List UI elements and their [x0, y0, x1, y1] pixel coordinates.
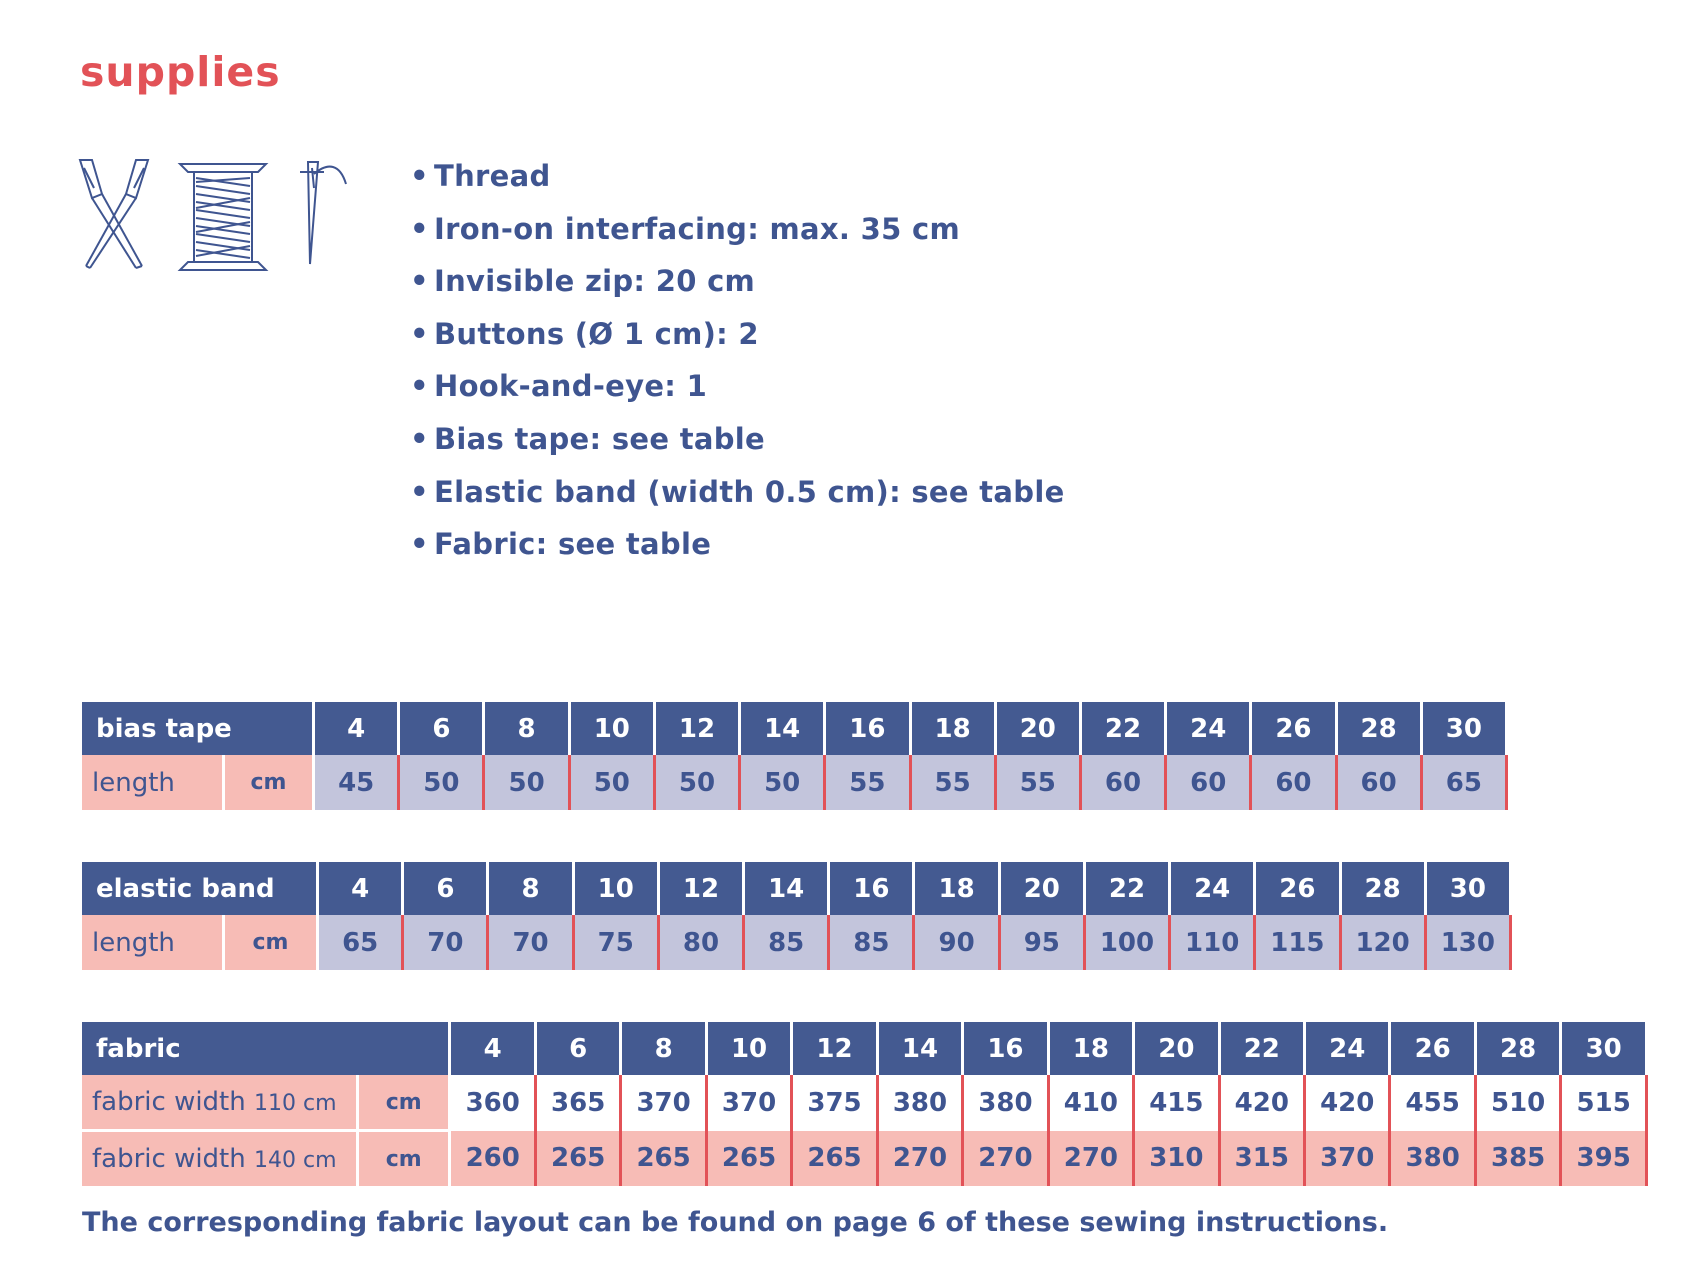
size-header: 12 — [658, 862, 743, 915]
scissors-icon — [80, 160, 148, 268]
unit-label: cm — [357, 1131, 450, 1187]
table-cell: 55 — [910, 755, 995, 810]
size-header: 12 — [792, 1022, 877, 1075]
size-header: 22 — [1084, 862, 1169, 915]
size-header: 8 — [484, 702, 569, 755]
row-label: fabric width 140 cm — [82, 1131, 357, 1187]
sewing-icons — [78, 158, 368, 276]
table-cell: 370 — [1305, 1131, 1390, 1187]
table-cell: 110 — [1170, 915, 1255, 970]
elastic-band-table — [82, 862, 1512, 970]
size-header: 18 — [910, 702, 995, 755]
size-header: 24 — [1170, 862, 1255, 915]
size-header: 20 — [1134, 1022, 1219, 1075]
size-header: 14 — [877, 1022, 962, 1075]
size-header: 16 — [825, 702, 910, 755]
size-header: 6 — [403, 862, 488, 915]
table-cell: 455 — [1390, 1075, 1475, 1131]
table-cell: 50 — [654, 755, 739, 810]
size-header: 6 — [399, 702, 484, 755]
table-cell: 60 — [1336, 755, 1421, 810]
table-cell: 85 — [829, 915, 914, 970]
size-header: 6 — [535, 1022, 620, 1075]
table-cell: 65 — [1421, 755, 1506, 810]
size-header: 22 — [1219, 1022, 1304, 1075]
table-title: fabric — [82, 1022, 450, 1075]
bias-tape-table — [82, 702, 1508, 810]
size-header: 28 — [1340, 862, 1425, 915]
list-item: • Buttons (Ø 1 cm): 2 — [410, 316, 759, 351]
size-header: 24 — [1166, 702, 1251, 755]
table-cell: 370 — [621, 1075, 706, 1131]
table-cell: 270 — [963, 1131, 1048, 1187]
table-cell: 115 — [1255, 915, 1340, 970]
list-item: • Bias tape: see table — [410, 421, 766, 456]
list-item: • Fabric: see table — [410, 527, 712, 562]
size-header: 16 — [829, 862, 914, 915]
table-cell: 100 — [1084, 915, 1169, 970]
row-label: length — [82, 755, 223, 810]
table-cell: 265 — [706, 1131, 791, 1187]
table-title: elastic band — [82, 862, 318, 915]
table-cell: 85 — [744, 915, 829, 970]
table-row — [82, 1075, 1647, 1131]
supplies-list — [410, 156, 1065, 577]
table-cell: 60 — [1166, 755, 1251, 810]
table-cell: 410 — [1048, 1075, 1133, 1131]
size-header: 24 — [1305, 1022, 1390, 1075]
table-cell: 265 — [535, 1131, 620, 1187]
table-cell: 60 — [1251, 755, 1336, 810]
table-header-row — [82, 1022, 1647, 1075]
size-header: 4 — [314, 702, 399, 755]
table-cell: 65 — [318, 915, 403, 970]
page-title: supplies — [80, 48, 281, 96]
table-cell: 420 — [1305, 1075, 1390, 1131]
size-header: 26 — [1255, 862, 1340, 915]
table-cell: 70 — [403, 915, 488, 970]
size-header: 10 — [706, 1022, 791, 1075]
unit-label: cm — [223, 915, 317, 970]
table-cell: 380 — [877, 1075, 962, 1131]
table-cell: 515 — [1561, 1075, 1647, 1131]
size-header: 22 — [1080, 702, 1165, 755]
unit-label: cm — [223, 755, 313, 810]
table-cell: 395 — [1561, 1131, 1647, 1187]
table-cell: 270 — [1048, 1131, 1133, 1187]
size-header: 20 — [999, 862, 1084, 915]
table-cell: 265 — [792, 1131, 877, 1187]
table-title: bias tape — [82, 702, 314, 755]
size-header: 4 — [450, 1022, 535, 1075]
size-header: 28 — [1475, 1022, 1560, 1075]
table-cell: 415 — [1134, 1075, 1219, 1131]
table-cell: 365 — [535, 1075, 620, 1131]
table-cell: 380 — [1390, 1131, 1475, 1187]
size-header: 30 — [1425, 862, 1510, 915]
list-item: • Elastic band (width 0.5 cm): see table — [410, 474, 1065, 509]
row-label: length — [82, 915, 223, 970]
table-cell: 60 — [1080, 755, 1165, 810]
size-header: 16 — [963, 1022, 1048, 1075]
table-cell: 50 — [740, 755, 825, 810]
table-cell: 420 — [1219, 1075, 1304, 1131]
table-row — [82, 1131, 1647, 1187]
table-cell: 130 — [1425, 915, 1510, 970]
table-header-row — [82, 862, 1511, 915]
size-header: 20 — [995, 702, 1080, 755]
table-row — [82, 915, 1511, 970]
size-header: 10 — [573, 862, 658, 915]
table-cell: 70 — [488, 915, 573, 970]
table-cell: 45 — [314, 755, 399, 810]
table-cell: 260 — [450, 1131, 535, 1187]
size-header: 30 — [1561, 1022, 1647, 1075]
size-header: 12 — [654, 702, 739, 755]
table-cell: 310 — [1134, 1131, 1219, 1187]
table-cell: 510 — [1475, 1075, 1560, 1131]
footnote: The corresponding fabric layout can be found on page 6 of these sewing instructions. — [82, 1207, 1389, 1238]
table-cell: 360 — [450, 1075, 535, 1131]
table-cell: 55 — [825, 755, 910, 810]
table-cell: 50 — [399, 755, 484, 810]
size-header: 18 — [914, 862, 999, 915]
size-header: 14 — [744, 862, 829, 915]
size-header: 28 — [1336, 702, 1421, 755]
table-cell: 55 — [995, 755, 1080, 810]
table-header-row — [82, 702, 1507, 755]
size-header: 18 — [1048, 1022, 1133, 1075]
row-label: fabric width 110 cm — [82, 1075, 357, 1131]
table-cell: 95 — [999, 915, 1084, 970]
size-header: 30 — [1421, 702, 1506, 755]
table-cell: 120 — [1340, 915, 1425, 970]
table-cell: 385 — [1475, 1131, 1560, 1187]
table-cell: 80 — [658, 915, 743, 970]
table-cell: 90 — [914, 915, 999, 970]
size-header: 26 — [1390, 1022, 1475, 1075]
table-cell: 370 — [706, 1075, 791, 1131]
size-header: 26 — [1251, 702, 1336, 755]
list-item: • Thread — [410, 159, 551, 193]
thread-spool-icon — [180, 164, 266, 270]
list-item: • Iron-on interfacing: max. 35 cm — [410, 211, 960, 246]
size-header: 8 — [488, 862, 573, 915]
table-cell: 375 — [792, 1075, 877, 1131]
table-cell: 50 — [569, 755, 654, 810]
needle-icon — [300, 162, 346, 264]
table-cell: 75 — [573, 915, 658, 970]
table-cell: 50 — [484, 755, 569, 810]
unit-label: cm — [357, 1075, 450, 1131]
size-header: 8 — [621, 1022, 706, 1075]
table-cell: 315 — [1219, 1131, 1304, 1187]
size-header: 4 — [318, 862, 403, 915]
table-cell: 270 — [877, 1131, 962, 1187]
list-item: • Invisible zip: 20 cm — [410, 264, 756, 299]
list-item: • Hook-and-eye: 1 — [410, 369, 708, 404]
size-header: 14 — [740, 702, 825, 755]
table-cell: 265 — [621, 1131, 706, 1187]
table-cell: 380 — [963, 1075, 1048, 1131]
table-row — [82, 755, 1507, 810]
fabric-table — [82, 1022, 1648, 1186]
size-header: 10 — [569, 702, 654, 755]
